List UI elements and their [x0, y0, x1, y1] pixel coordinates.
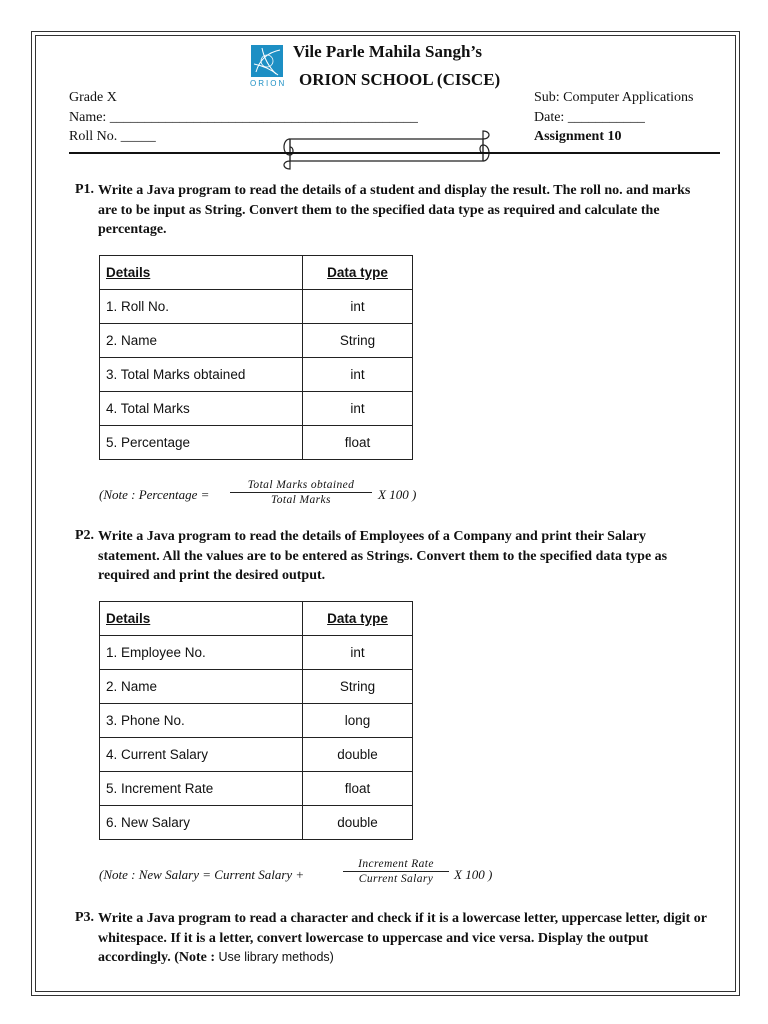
date-field-label: Date: ___________: [534, 110, 645, 125]
table-header-cell: Details: [100, 602, 303, 636]
table-cell: String: [303, 670, 413, 704]
table-row: [100, 704, 413, 738]
table-cell: 1. Roll No.: [100, 290, 303, 324]
table-cell: int: [303, 392, 413, 426]
table-header-cell: Data type: [303, 602, 413, 636]
scroll-banner-icon: [278, 125, 498, 173]
logo-text: ORION: [250, 79, 287, 88]
table-row: [100, 324, 413, 358]
question-2-table: [99, 601, 413, 840]
table-cell: float: [303, 772, 413, 806]
question-2-note-prefix: (Note : New Salary = Current Salary +: [99, 867, 305, 882]
question-3-label: P3.: [75, 910, 95, 925]
table-cell: String: [303, 324, 413, 358]
roll-field-label: Roll No. _____: [69, 129, 156, 144]
table-row: [100, 738, 413, 772]
table-cell: 3. Total Marks obtained: [100, 358, 303, 392]
table-cell: 4. Current Salary: [100, 738, 303, 772]
question-2-note-fraction: [343, 858, 449, 885]
table-cell: 2. Name: [100, 670, 303, 704]
question-1-text: Write a Java program to read the details of a student and display the result. The roll no. and marks are to be input as String. Convert them to the specified data type as required and calculate the percentage.: [98, 183, 691, 237]
table-row: [100, 426, 413, 460]
table-cell: int: [303, 290, 413, 324]
question-3-text: [98, 909, 708, 968]
table-cell: int: [303, 358, 413, 392]
table-row: [100, 806, 413, 840]
school-logo: [248, 44, 286, 92]
question-2-label: P2.: [75, 528, 95, 543]
table-cell: float: [303, 426, 413, 460]
page-border-inner: [35, 35, 736, 992]
question-1-note-fraction: [230, 479, 372, 506]
name-field-label: Name: ____________________________________________: [69, 110, 418, 125]
table-cell: 4. Total Marks: [100, 392, 303, 426]
question-1-note-suffix: X 100 ): [378, 487, 417, 502]
question-2-text: Write a Java program to read the details of Employees of a Company and print their Salary statement. All the values are to be entered as Strings. Convert them to the specified data type as required and print the desired output.: [98, 529, 668, 583]
table-cell: int: [303, 636, 413, 670]
question-1-note-prefix: (Note : Percentage =: [99, 487, 210, 502]
assignment-label: Assignment 10: [534, 129, 622, 144]
school-name: ORION SCHOOL (CISCE): [299, 70, 501, 89]
table-cell: 3. Phone No.: [100, 704, 303, 738]
table-cell: 5. Increment Rate: [100, 772, 303, 806]
table-cell: 2. Name: [100, 324, 303, 358]
org-name: Vile Parle Mahila Sangh’s: [293, 42, 483, 61]
grade-label: Grade X: [69, 90, 117, 105]
table-cell: 1. Employee No.: [100, 636, 303, 670]
question-2-note-suffix: X 100 ): [454, 867, 493, 882]
table-cell: double: [303, 738, 413, 772]
fraction-denominator: Current Salary: [358, 873, 434, 885]
table-header-cell: Data type: [303, 256, 413, 290]
fraction-numerator: Total Marks obtained: [230, 479, 372, 493]
question-3-text-bold: Write a Java program to read a character and check if it is a lowercase letter, uppercase letter, digit or whitespace. If it is a letter, convert lowercase to uppercase and vice versa. Display the output accordingly. (Note :: [98, 911, 707, 965]
table-cell: 6. New Salary: [100, 806, 303, 840]
table-cell: long: [303, 704, 413, 738]
table-row: [100, 670, 413, 704]
table-cell: 5. Percentage: [100, 426, 303, 460]
question-1-label: P1.: [75, 182, 95, 197]
question-3-text-plain: Use library methods): [215, 950, 334, 964]
header-divider: [69, 152, 720, 154]
table-header-row: [100, 256, 413, 290]
table-row: [100, 392, 413, 426]
table-row: [100, 358, 413, 392]
fraction-numerator: Increment Rate: [343, 858, 449, 872]
table-header-cell: Details: [100, 256, 303, 290]
table-row: [100, 636, 413, 670]
subject-label: Sub: Computer Applications: [534, 90, 694, 105]
question-1-table: [99, 255, 413, 460]
table-header-row: [100, 602, 413, 636]
table-row: [100, 772, 413, 806]
table-row: [100, 290, 413, 324]
fraction-denominator: Total Marks: [271, 494, 331, 506]
table-cell: double: [303, 806, 413, 840]
